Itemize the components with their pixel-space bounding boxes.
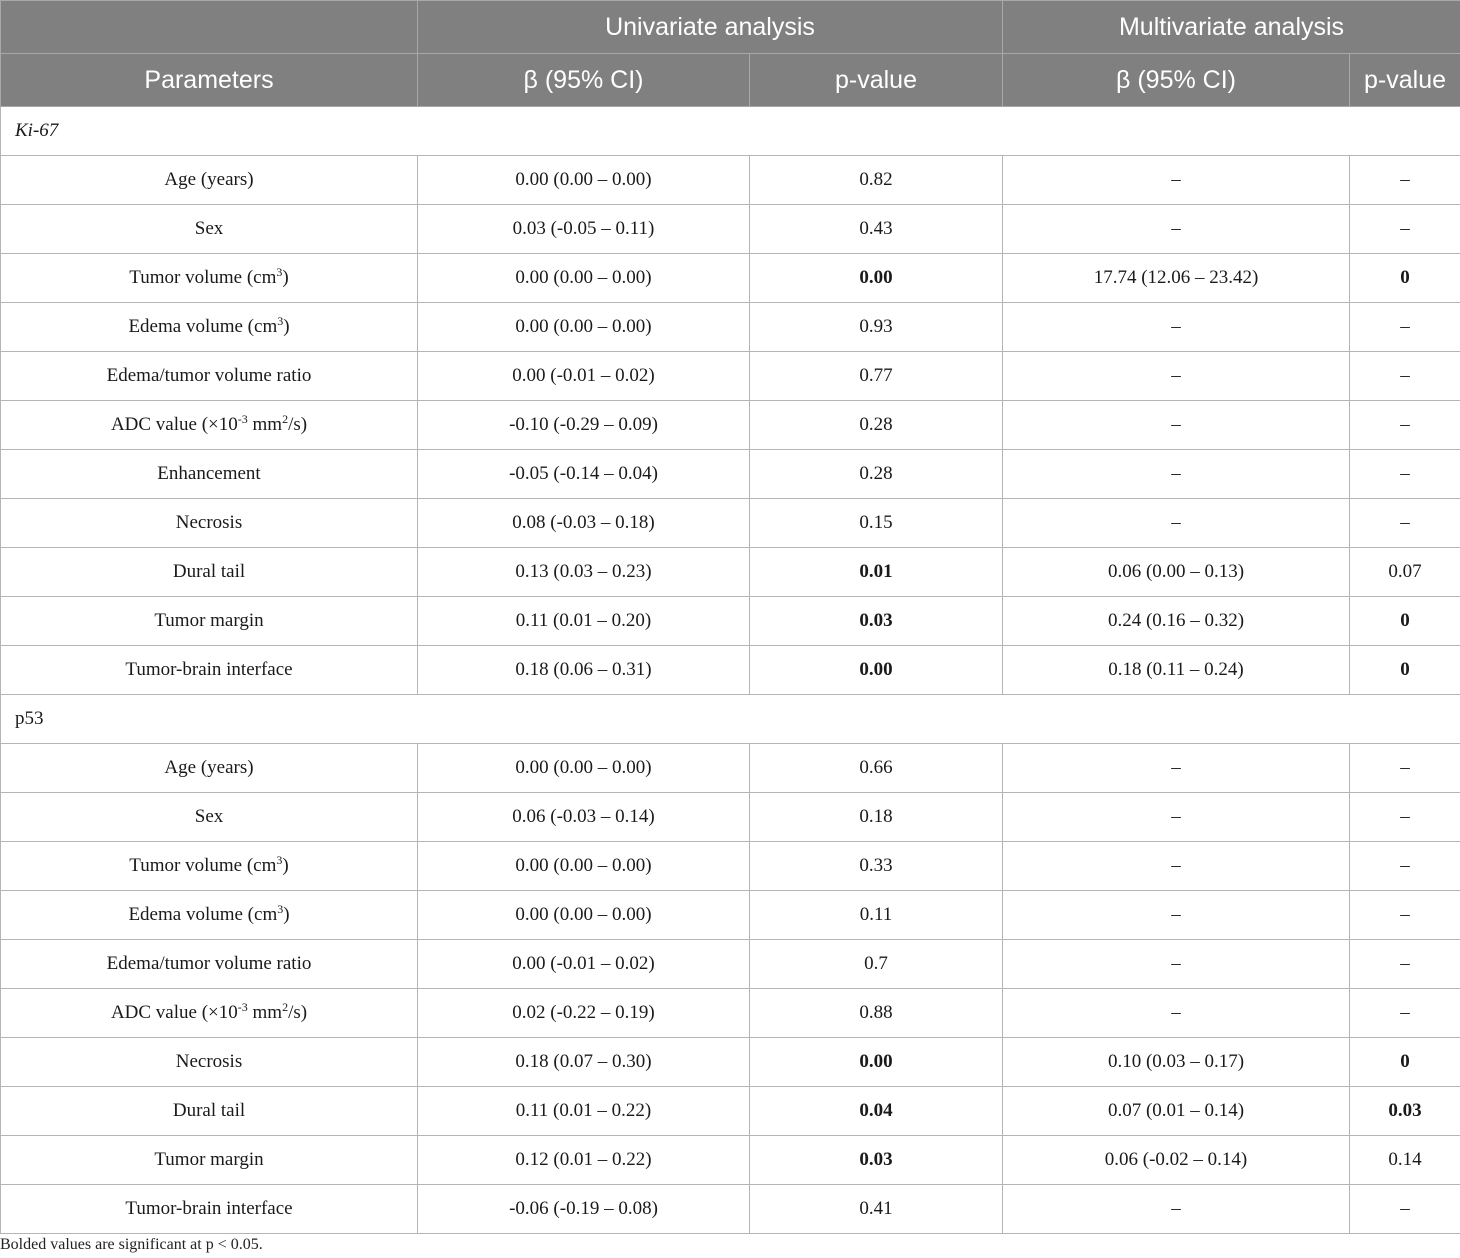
multivariate-beta-cell: 0.18 (0.11 – 0.24) [1003,646,1350,695]
table-row [1,401,1460,450]
multivariate-p-cell: 0 [1350,646,1460,695]
header-blank [1,1,418,54]
multivariate-beta-cell: – [1003,303,1350,352]
parameter-text: Dural tail [172,1100,246,1121]
parameter-superscript: -3 [237,1000,248,1014]
univariate-p-cell: 0.88 [750,989,1003,1038]
parameter-superscript: 3 [277,902,284,916]
table-row [1,1136,1460,1185]
parameter-text: ) [283,316,290,337]
univariate-beta-cell: 0.11 (0.01 – 0.22) [418,1087,750,1136]
multivariate-beta-cell: – [1003,352,1350,401]
multivariate-p-cell: – [1350,1185,1460,1234]
parameter-text: Edema volume (cm [128,904,278,925]
table-row [1,1038,1460,1087]
parameter-text: Tumor volume (cm [129,855,277,876]
parameter-superscript: 2 [282,412,289,426]
parameter-cell [1,401,418,450]
multivariate-beta-cell: – [1003,891,1350,940]
header-univariate: Univariate analysis [418,1,1003,54]
multivariate-beta-cell: – [1003,401,1350,450]
univariate-beta-cell: 0.00 (0.00 – 0.00) [418,744,750,793]
multivariate-p-cell: – [1350,352,1460,401]
parameter-superscript: 2 [282,1000,289,1014]
univariate-p-cell: 0.03 [750,1136,1003,1185]
parameter-cell [1,499,418,548]
parameter-cell [1,156,418,205]
parameter-text: /s) [288,1002,308,1023]
parameter-text: ) [282,855,289,876]
multivariate-beta-cell: – [1003,1185,1350,1234]
univariate-p-cell: 0.93 [750,303,1003,352]
group-label: p53 [1,695,1460,744]
multivariate-beta-cell: – [1003,156,1350,205]
parameter-cell [1,597,418,646]
table-row [1,842,1460,891]
univariate-beta-cell: -0.05 (-0.14 – 0.04) [418,450,750,499]
header-multi-p: p-value [1350,54,1460,107]
multivariate-p-cell: 0 [1350,597,1460,646]
header-parameters: Parameters [1,54,418,107]
multivariate-p-cell: 0 [1350,254,1460,303]
univariate-beta-cell: 0.06 (-0.03 – 0.14) [418,793,750,842]
univariate-beta-cell: -0.06 (-0.19 – 0.08) [418,1185,750,1234]
multivariate-p-cell: 0 [1350,1038,1460,1087]
parameter-text: Necrosis [175,1051,243,1072]
univariate-p-cell: 0.00 [750,1038,1003,1087]
multivariate-beta-cell: – [1003,450,1350,499]
parameter-cell [1,1038,418,1087]
univariate-p-cell: 0.28 [750,401,1003,450]
multivariate-beta-cell: – [1003,842,1350,891]
table-row [1,793,1460,842]
univariate-beta-cell: 0.03 (-0.05 – 0.11) [418,205,750,254]
univariate-beta-cell: 0.00 (0.00 – 0.00) [418,156,750,205]
parameter-text: Necrosis [175,512,243,533]
univariate-p-cell: 0.77 [750,352,1003,401]
multivariate-beta-cell: 0.24 (0.16 – 0.32) [1003,597,1350,646]
univariate-beta-cell: 0.00 (-0.01 – 0.02) [418,940,750,989]
univariate-p-cell: 0.00 [750,646,1003,695]
univariate-beta-cell: 0.18 (0.07 – 0.30) [418,1038,750,1087]
univariate-p-cell: 0.7 [750,940,1003,989]
univariate-p-cell: 0.66 [750,744,1003,793]
multivariate-beta-cell: 17.74 (12.06 – 23.42) [1003,254,1350,303]
multivariate-p-cell: – [1350,450,1460,499]
parameter-cell [1,891,418,940]
multivariate-beta-cell: 0.07 (0.01 – 0.14) [1003,1087,1350,1136]
parameter-text: ) [283,904,290,925]
parameter-superscript: -3 [237,412,248,426]
table-row [1,352,1460,401]
parameter-superscript: 3 [277,314,284,328]
multivariate-p-cell: – [1350,989,1460,1038]
multivariate-beta-cell: 0.06 (0.00 – 0.13) [1003,548,1350,597]
parameter-cell [1,1185,418,1234]
parameter-cell [1,450,418,499]
univariate-beta-cell: 0.02 (-0.22 – 0.19) [418,989,750,1038]
parameter-text: Age (years) [164,169,254,190]
parameter-text: ADC value (×10 [110,414,238,435]
header-uni-p: p-value [750,54,1003,107]
multivariate-beta-cell: – [1003,793,1350,842]
parameter-superscript: 3 [276,853,283,867]
parameter-text: Edema/tumor volume ratio [106,365,312,386]
univariate-beta-cell: 0.12 (0.01 – 0.22) [418,1136,750,1185]
parameter-cell [1,989,418,1038]
group-label: Ki-67 [1,107,1460,156]
table-row [1,940,1460,989]
multivariate-p-cell: 0.14 [1350,1136,1460,1185]
parameter-cell [1,303,418,352]
univariate-p-cell: 0.00 [750,254,1003,303]
table-row [1,646,1460,695]
table-row [1,1185,1460,1234]
parameter-text: /s) [288,414,308,435]
header-multi-beta: β (95% CI) [1003,54,1350,107]
multivariate-p-cell: – [1350,499,1460,548]
parameter-text: Sex [194,806,224,827]
univariate-beta-cell: 0.00 (-0.01 – 0.02) [418,352,750,401]
multivariate-p-cell: – [1350,303,1460,352]
parameter-text: Sex [194,218,224,239]
univariate-beta-cell: 0.00 (0.00 – 0.00) [418,891,750,940]
table-row [1,989,1460,1038]
parameter-text: ADC value (×10 [110,1002,238,1023]
univariate-beta-cell: 0.00 (0.00 – 0.00) [418,842,750,891]
table-row [1,744,1460,793]
multivariate-p-cell: – [1350,205,1460,254]
univariate-beta-cell: 0.13 (0.03 – 0.23) [418,548,750,597]
table-row [1,450,1460,499]
multivariate-beta-cell: – [1003,989,1350,1038]
table-row [1,891,1460,940]
parameter-text: ) [282,267,289,288]
parameter-text: Tumor margin [154,610,264,631]
multivariate-p-cell: – [1350,940,1460,989]
parameter-cell [1,254,418,303]
univariate-beta-cell: -0.10 (-0.29 – 0.09) [418,401,750,450]
table-row [1,548,1460,597]
parameter-cell [1,940,418,989]
multivariate-beta-cell: – [1003,744,1350,793]
table-row [1,205,1460,254]
multivariate-p-cell: – [1350,744,1460,793]
univariate-beta-cell: 0.08 (-0.03 – 0.18) [418,499,750,548]
univariate-p-cell: 0.43 [750,205,1003,254]
table-row [1,303,1460,352]
multivariate-p-cell: – [1350,156,1460,205]
parameter-text: Tumor-brain interface [125,1198,293,1219]
parameter-text: mm [247,414,283,435]
univariate-beta-cell: 0.18 (0.06 – 0.31) [418,646,750,695]
parameter-text: Tumor volume (cm [129,267,277,288]
parameter-cell [1,1136,418,1185]
multivariate-beta-cell: – [1003,205,1350,254]
parameter-cell [1,793,418,842]
univariate-p-cell: 0.15 [750,499,1003,548]
parameter-text: Enhancement [157,463,261,484]
multivariate-p-cell: – [1350,842,1460,891]
univariate-p-cell: 0.03 [750,597,1003,646]
parameter-cell [1,842,418,891]
table-footnote: Bolded values are significant at p < 0.05. [0,1236,263,1253]
parameter-superscript: 3 [276,265,283,279]
header-uni-beta: β (95% CI) [418,54,750,107]
multivariate-p-cell: – [1350,793,1460,842]
univariate-p-cell: 0.11 [750,891,1003,940]
univariate-p-cell: 0.01 [750,548,1003,597]
multivariate-p-cell: – [1350,891,1460,940]
group-row [1,107,1460,156]
univariate-beta-cell: 0.00 (0.00 – 0.00) [418,303,750,352]
univariate-p-cell: 0.18 [750,793,1003,842]
parameter-cell [1,548,418,597]
parameter-text: Tumor margin [154,1149,264,1170]
table-body [1,107,1460,1234]
parameter-text: Dural tail [172,561,246,582]
table-row [1,597,1460,646]
parameter-text: Edema volume (cm [128,316,278,337]
parameter-text: mm [247,1002,283,1023]
multivariate-beta-cell: – [1003,499,1350,548]
header-row-groups [1,1,1460,54]
parameter-cell [1,744,418,793]
multivariate-p-cell: – [1350,401,1460,450]
multivariate-beta-cell: 0.10 (0.03 – 0.17) [1003,1038,1350,1087]
parameter-cell [1,352,418,401]
parameter-cell [1,646,418,695]
parameter-text: Age (years) [164,757,254,778]
header-multivariate: Multivariate analysis [1003,1,1460,54]
group-row [1,695,1460,744]
table-row [1,254,1460,303]
univariate-p-cell: 0.82 [750,156,1003,205]
parameter-text: Edema/tumor volume ratio [106,953,312,974]
table-row [1,156,1460,205]
multivariate-p-cell: 0.03 [1350,1087,1460,1136]
multivariate-p-cell: 0.07 [1350,548,1460,597]
univariate-p-cell: 0.41 [750,1185,1003,1234]
univariate-beta-cell: 0.00 (0.00 – 0.00) [418,254,750,303]
multivariate-beta-cell: – [1003,940,1350,989]
header-row-columns [1,54,1460,107]
parameter-text: Tumor-brain interface [125,659,293,680]
univariate-p-cell: 0.04 [750,1087,1003,1136]
univariate-p-cell: 0.28 [750,450,1003,499]
univariate-p-cell: 0.33 [750,842,1003,891]
multivariate-beta-cell: 0.06 (-0.02 – 0.14) [1003,1136,1350,1185]
univariate-beta-cell: 0.11 (0.01 – 0.20) [418,597,750,646]
table-row [1,499,1460,548]
parameter-cell [1,205,418,254]
parameter-cell [1,1087,418,1136]
table-row [1,1087,1460,1136]
